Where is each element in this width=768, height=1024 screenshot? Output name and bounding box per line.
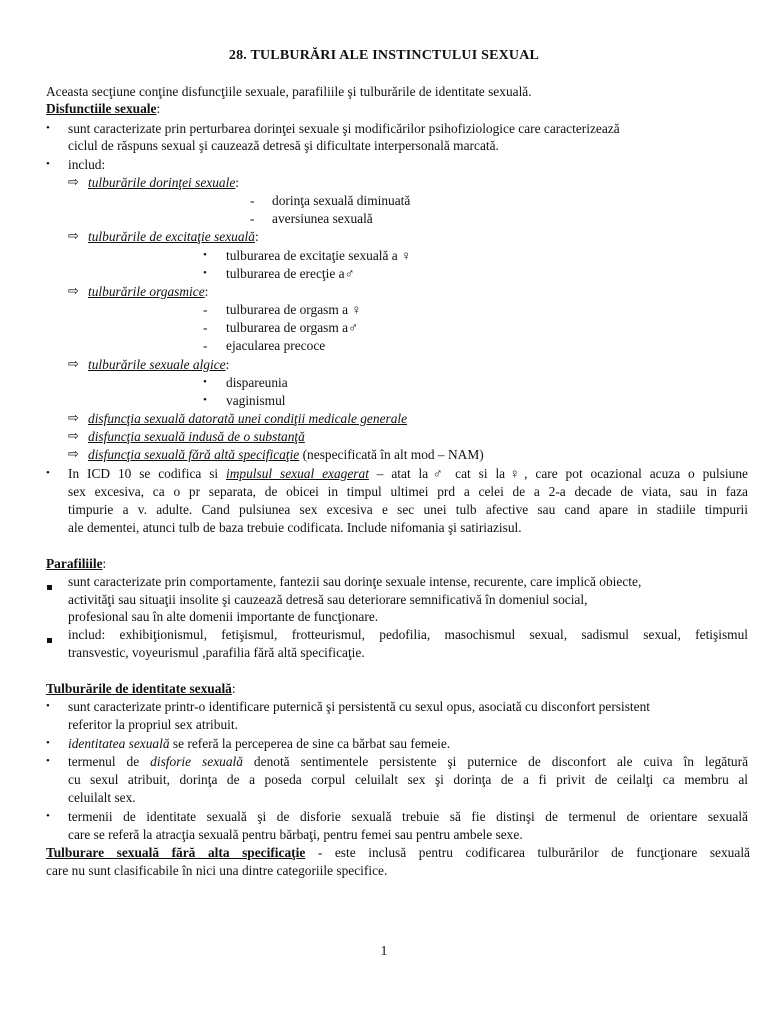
list-item-text: care se referă la atracţia sexuală pentru bărbaţi, pentru femei sau pentru ambele sexe. bbox=[68, 827, 523, 842]
bullet-icon: • bbox=[46, 700, 50, 712]
tulburare-fara-specificatie-line2: care nu sunt clasificabile în nici una dintre categoriile specifice. bbox=[46, 863, 388, 878]
tulburare-fara-specificatie-line1: Tulburare sexuală fără alta specificaţie - este inclusă pentru codificarea tulburărilor de funcţionare sexuală bbox=[46, 845, 750, 860]
list-item-text: aversiunea sexuală bbox=[272, 211, 373, 226]
document-title: 28. TULBURĂRI ALE INSTINCTULUI SEXUAL bbox=[228, 48, 540, 63]
list-item-text: sunt caracterizate printr-o identificare puternică şi persistentă cu sexul opus, asociată cu disconfort persistent bbox=[68, 699, 651, 714]
list-item-text: includ: bbox=[68, 157, 106, 172]
list-item-text: tulburarea de orgasm a ♀ bbox=[226, 302, 362, 317]
list-item-text: identitatea sexuală se referă la perceperea de sine ca bărbat sau femeie. bbox=[68, 736, 451, 751]
arrow-icon: ⇨ bbox=[68, 228, 79, 243]
list-item-text: tulburarea de erecţie a♂ bbox=[226, 266, 355, 281]
icd-paragraph-line2: sex excesiva, ca o pr separata, de obicei in timpul ultimei prd a celei de a 2-a decade de viata, sau in faza bbox=[68, 484, 748, 499]
subcategory-fara-specificatie: disfuncţia sexuală fără altă specificaţie (nespecificată în alt mod – NAM) bbox=[88, 447, 484, 462]
page-number: 1 bbox=[380, 943, 388, 958]
list-item-text: termenii de identitate sexuală şi de disforie sexuală trebuie să fie distinşi de termenul de orientare sexuală bbox=[68, 809, 748, 824]
list-item-text: activităţi sau situaţii insolite şi cauzează detresă sau deteriorare semnificativă în domeniul social, bbox=[68, 592, 588, 607]
arrow-icon: ⇨ bbox=[68, 410, 79, 425]
list-item-text: referitor la propriul sex atribuit. bbox=[68, 717, 238, 732]
arrow-icon: ⇨ bbox=[68, 356, 79, 371]
list-item-text: dispareunia bbox=[226, 375, 288, 390]
bullet-icon: • bbox=[46, 158, 50, 170]
list-item-text: includ: exhibiţionismul, fetişismul, frotteurismul, pedofilia, masochismul sexual, sadismul sexual, fetişismul bbox=[68, 627, 748, 642]
list-item-text: tulburarea de excitaţie sexuală a ♀ bbox=[226, 248, 412, 263]
dash-icon: - bbox=[203, 302, 208, 317]
dash-icon: - bbox=[203, 338, 208, 353]
section-heading-identitate: Tulburările de identitate sexuală: bbox=[46, 681, 236, 696]
list-item-text: termenul de disforie sexuală denotă sentimentele persistente şi puternice de disconfort ale cuiva în legătură bbox=[68, 754, 749, 769]
bullet-icon: • bbox=[46, 122, 50, 134]
list-item-text: profesional sau în alte domenii importante de funcţionare. bbox=[68, 609, 379, 624]
icd-paragraph-line1: In ICD 10 se codifica si impulsul sexual exagerat – atat la♂ cat si la♀, care pot ocazional acuza o pulsiune bbox=[68, 466, 748, 481]
list-item-text: sunt caracterizate prin perturbarea dorinţei sexuale şi modificărilor psihofiziologice care caracterizează bbox=[68, 121, 620, 136]
dash-icon: - bbox=[250, 193, 255, 208]
list-item-text: ejacularea precoce bbox=[226, 338, 326, 353]
bullet-icon: • bbox=[203, 267, 207, 279]
square-bullet-icon bbox=[47, 578, 52, 594]
subcategory-dorinta: tulburările dorinţei sexuale: bbox=[88, 175, 240, 190]
bullet-icon: • bbox=[203, 394, 207, 406]
bullet-icon: • bbox=[46, 755, 50, 767]
list-item-text: celuilalt sex. bbox=[68, 790, 136, 805]
dash-icon: - bbox=[250, 211, 255, 226]
arrow-icon: ⇨ bbox=[68, 428, 79, 443]
list-item-text: cu sexul atribuit, dorinţa de a poseda corpul celuilalt sex şi dorinţa de a fi privit de ceilalţi ca membru al bbox=[68, 772, 748, 787]
subcategory-orgasm: tulburările orgasmice: bbox=[88, 284, 209, 299]
section-heading-disfunctii: Disfunctiile sexuale: bbox=[46, 101, 161, 116]
bullet-icon: • bbox=[203, 376, 207, 388]
list-item-text: sunt caracterizate prin comportamente, fantezii sau dorinţe sexuale intense, recurente, care implică obiecte, bbox=[68, 574, 642, 589]
section-heading-parafilii: Parafiliile: bbox=[46, 556, 107, 571]
intro-paragraph: Aceasta secţiune conţine disfuncţiile sexuale, parafiliile şi tulburările de identitate sexuală. bbox=[46, 84, 532, 99]
subcategory-excitatie: tulburările de excitaţie sexuală: bbox=[88, 229, 259, 244]
arrow-icon: ⇨ bbox=[68, 446, 79, 461]
list-item-text: transvestic, voyeurismul ,parafilia fără altă specificaţie. bbox=[68, 645, 365, 660]
list-item-text: tulburarea de orgasm a♂ bbox=[226, 320, 359, 335]
arrow-icon: ⇨ bbox=[68, 283, 79, 298]
bullet-icon: • bbox=[203, 249, 207, 261]
list-item-text: ciclul de răspuns sexual şi cauzează detresă şi dificultate interpersonală marcată. bbox=[68, 138, 499, 153]
subcategory-algice: tulburările sexuale algice: bbox=[88, 357, 230, 372]
bullet-icon: • bbox=[46, 810, 50, 822]
bullet-icon: • bbox=[46, 467, 50, 479]
icd-paragraph-line3: timpurie a v. adulte. Cand pulsiunea sex excesiva e sec unei tulb afective sau cand apare in stadiile timpurii bbox=[68, 502, 748, 517]
subcategory-medicala: disfuncţia sexuală datorată unei condiţii medicale generale bbox=[88, 411, 408, 426]
icd-paragraph-line4: ale dementei, atunci tulb de baza trebuie codificata. Include nifomania şi satiriazisul. bbox=[68, 520, 522, 535]
list-item-text: vaginismul bbox=[226, 393, 286, 408]
bullet-icon: • bbox=[46, 737, 50, 749]
list-item-text: dorinţa sexuală diminuată bbox=[272, 193, 411, 208]
arrow-icon: ⇨ bbox=[68, 174, 79, 189]
subcategory-substanta: disfuncţia sexuală indusă de o substanţă bbox=[88, 429, 305, 444]
dash-icon: - bbox=[203, 320, 208, 335]
square-bullet-icon bbox=[47, 631, 52, 647]
